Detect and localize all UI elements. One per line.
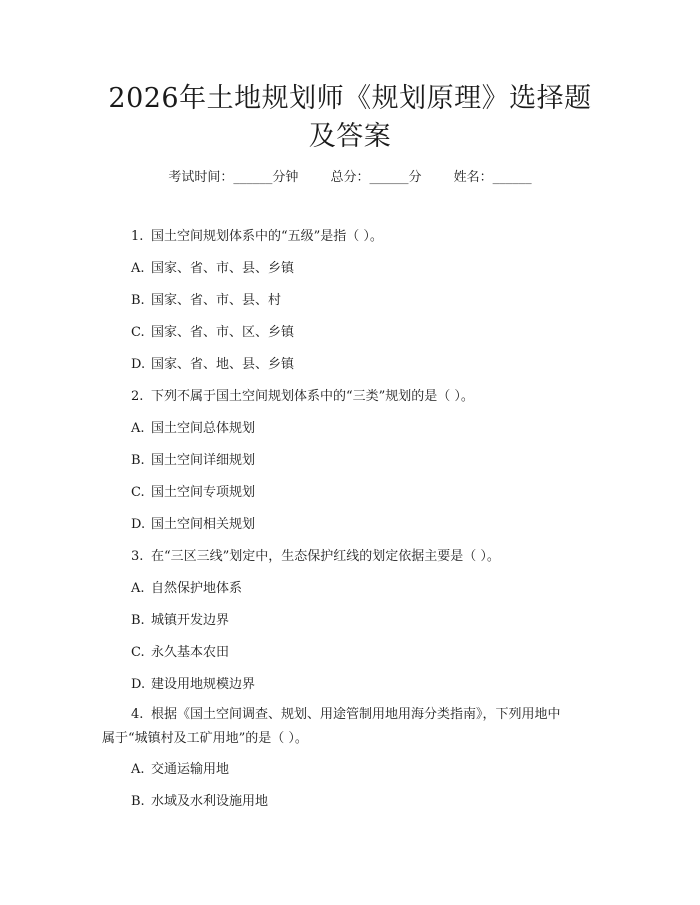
- option-letter: A.: [131, 261, 145, 276]
- student-name-field: 姓名：______: [453, 170, 532, 185]
- question-number: 1.: [131, 229, 144, 244]
- option-letter: C.: [131, 645, 145, 660]
- option-letter: A.: [131, 581, 145, 596]
- exam-time-field: 考试时间：______分钟: [168, 170, 299, 185]
- answer-option: [131, 260, 611, 292]
- answer-option: [131, 356, 611, 388]
- option-text: 国家、省、市、县、村: [151, 293, 282, 308]
- answer-option: [131, 484, 611, 516]
- question-stem: [131, 388, 611, 420]
- question-stem: [102, 703, 611, 751]
- question-text: 国土空间规划体系中的“五级”是指（ ）。: [151, 229, 383, 244]
- answer-option: [131, 761, 611, 793]
- option-letter: B.: [131, 293, 145, 308]
- option-letter: C.: [131, 485, 145, 500]
- option-text: 国土空间相关规划: [151, 517, 256, 532]
- option-text: 城镇开发边界: [151, 613, 230, 628]
- option-text: 水域及水利设施用地: [151, 794, 269, 809]
- option-text: 自然保护地体系: [151, 581, 243, 596]
- option-text: 国土空间总体规划: [151, 421, 256, 436]
- total-score-field: 总分：______分: [330, 170, 422, 185]
- answer-option: [131, 516, 611, 548]
- option-letter: D.: [131, 357, 146, 372]
- option-letter: A.: [131, 762, 145, 777]
- option-letter: B.: [131, 453, 145, 468]
- option-text: 永久基本农田: [151, 645, 230, 660]
- page-title: 2026年土地规划师《规划原理》选择题及答案: [108, 83, 592, 152]
- option-letter: D.: [131, 677, 146, 692]
- question-stem: [131, 228, 611, 260]
- option-letter: A.: [131, 421, 145, 436]
- answer-option: [131, 420, 611, 452]
- option-text: 国家、省、市、县、乡镇: [151, 261, 295, 276]
- option-letter: B.: [131, 613, 145, 628]
- question-stem: [131, 548, 611, 580]
- answer-option: [131, 452, 611, 484]
- question-number: 4.: [131, 707, 144, 722]
- option-text: 国家、省、市、区、乡镇: [151, 325, 295, 340]
- option-text: 国土空间详细规划: [151, 453, 256, 468]
- option-text: 国土空间专项规划: [151, 485, 256, 500]
- option-text: 建设用地规模边界: [151, 677, 256, 692]
- exam-info-line: [0, 169, 700, 187]
- question-number: 3.: [131, 549, 144, 564]
- answer-option: [131, 612, 611, 644]
- option-text: 国家、省、地、县、乡镇: [151, 357, 295, 372]
- question-text: 根据《国土空间调查、规划、用途管制用地用海分类指南》，下列用地中: [151, 707, 561, 722]
- answer-option: [131, 644, 611, 676]
- question-text: 在“三区三线”划定中，生态保护红线的划定依据主要是（ ）。: [151, 549, 500, 564]
- answer-option: [131, 324, 611, 356]
- option-letter: D.: [131, 517, 146, 532]
- question-number: 2.: [131, 389, 144, 404]
- option-letter: B.: [131, 794, 145, 809]
- answer-option: [131, 793, 611, 825]
- question-text-continued: 属于“城镇村及工矿用地”的是（ ）。: [102, 731, 308, 746]
- question-list: [102, 228, 611, 825]
- answer-option: [131, 292, 611, 324]
- option-text: 交通运输用地: [151, 762, 230, 777]
- question-text: 下列不属于国土空间规划体系中的“三类”规划的是（ ）。: [151, 389, 474, 404]
- option-letter: C.: [131, 325, 145, 340]
- answer-option: [131, 580, 611, 612]
